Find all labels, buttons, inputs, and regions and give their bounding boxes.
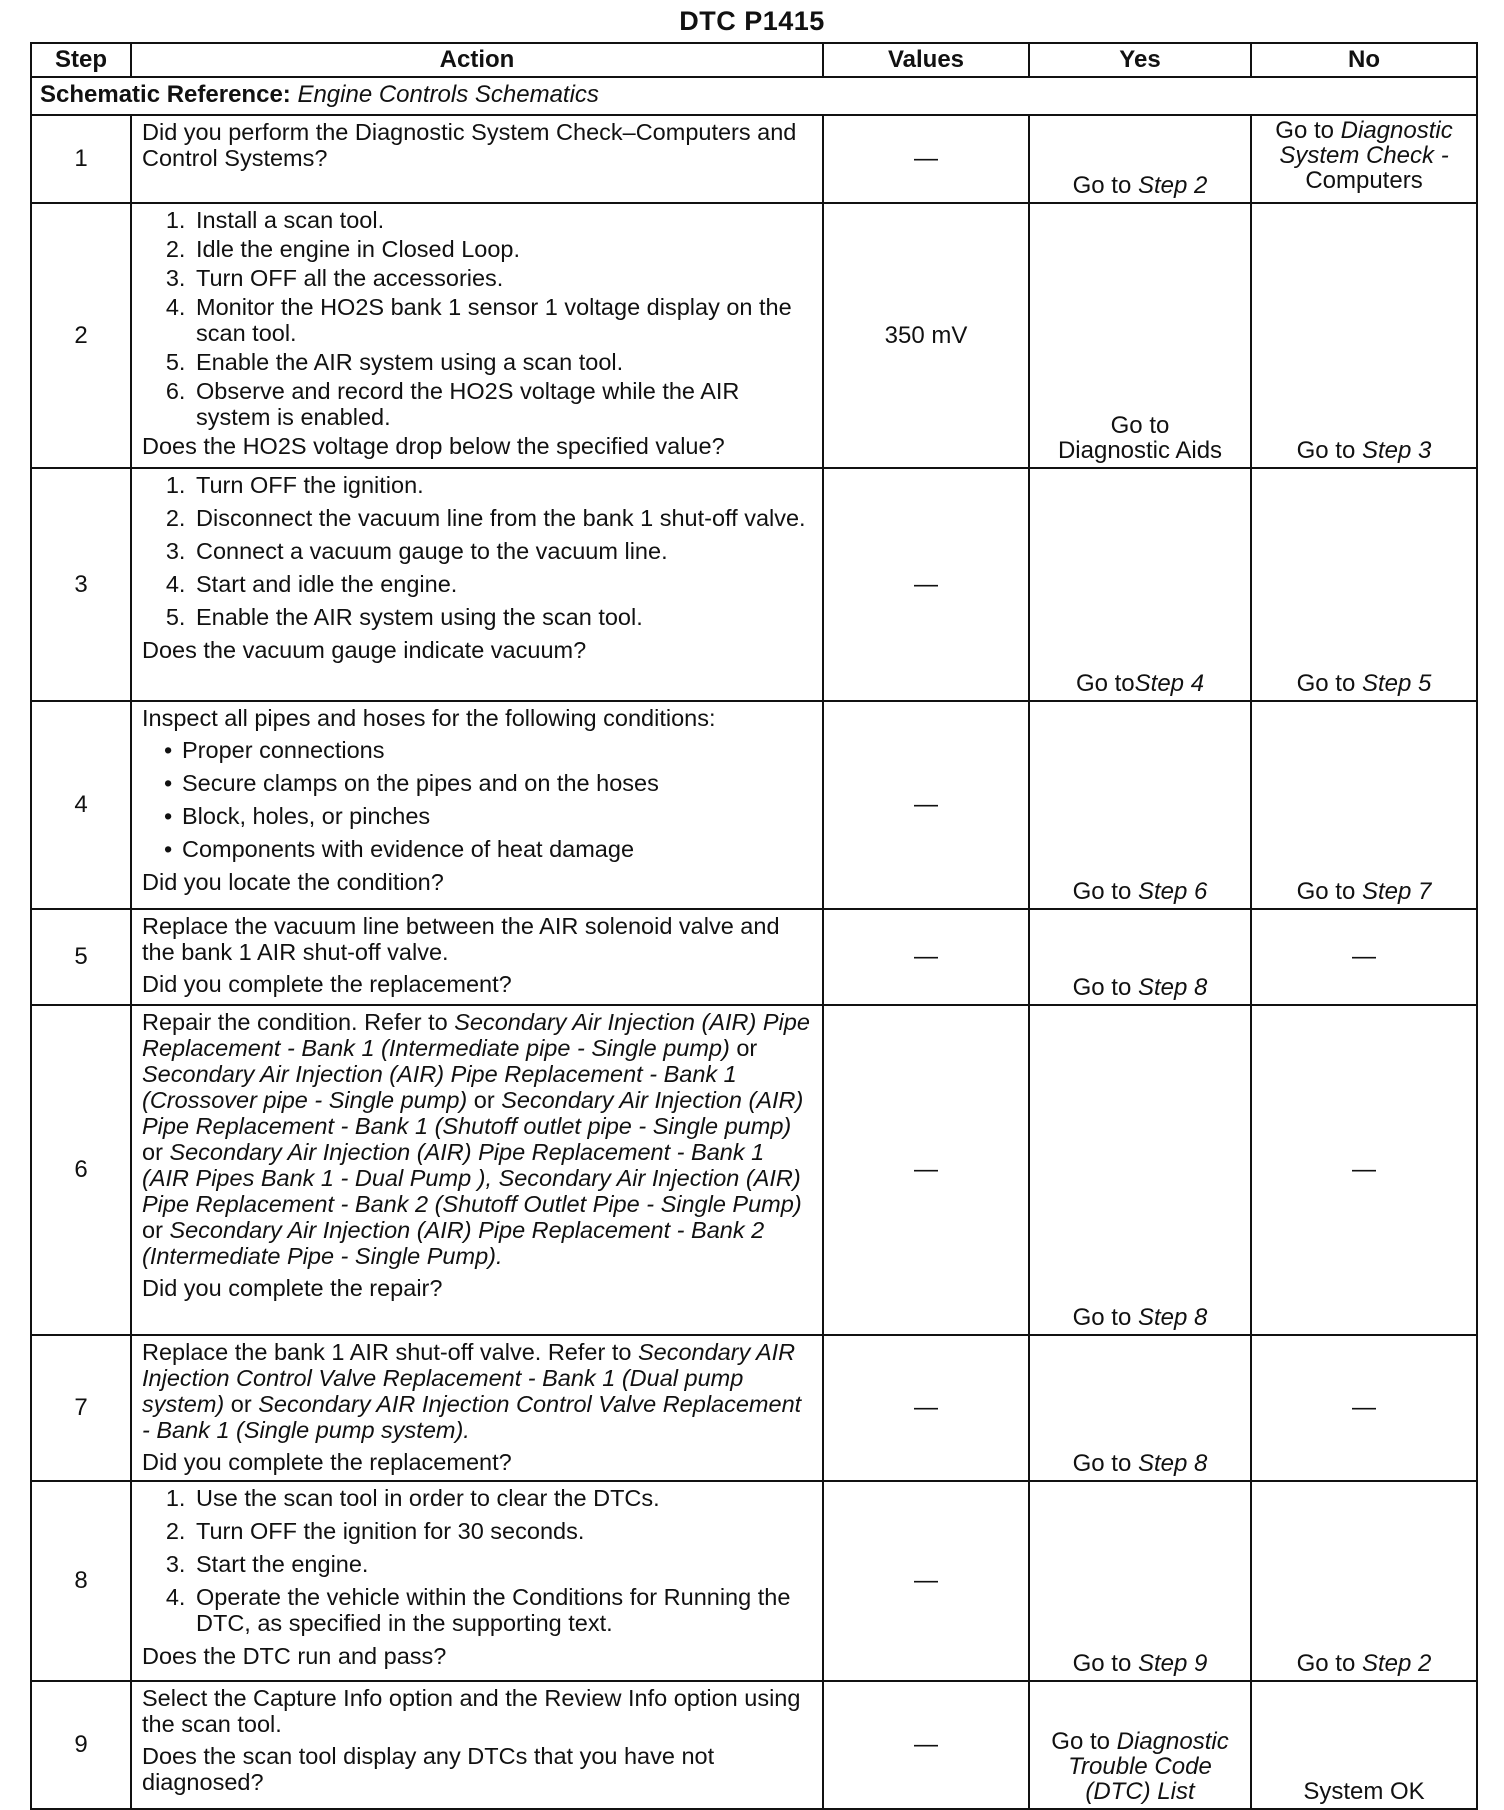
- action-text: Replace the vacuum line between the AIR solenoid valve and the bank 1 AIR shut-off valve.: [142, 913, 780, 965]
- condition-item: • Components with evidence of heat damage: [182, 836, 812, 862]
- yes-cell: [1029, 1335, 1251, 1481]
- table-row: [31, 1681, 1477, 1809]
- yes-cell: [1029, 203, 1251, 468]
- action-cell: [131, 701, 823, 909]
- value-cell: —: [823, 1681, 1029, 1809]
- step-number: 7: [31, 1335, 131, 1481]
- action-cell: [131, 909, 823, 1005]
- action-question: Did you complete the repair?: [142, 1275, 443, 1301]
- no-cell: [1251, 203, 1477, 468]
- schematic-row: [31, 77, 1477, 115]
- no-cell: —: [1251, 909, 1477, 1005]
- step-number: 5: [31, 909, 131, 1005]
- yes-prefix: Go to: [1072, 1304, 1138, 1331]
- action-step: 1. Use the scan tool in order to clear the DTCs.: [192, 1485, 812, 1511]
- condition-item: • Block, holes, or pinches: [182, 803, 812, 829]
- action-question: Does the vacuum gauge indicate vacuum?: [142, 637, 587, 663]
- header-step: Step: [31, 43, 131, 77]
- action-step: 2. Disconnect the vacuum line from the bank 1 shut-off valve.: [192, 505, 812, 531]
- yes-link[interactable]: Step 8: [1137, 1450, 1208, 1477]
- action-step: 5. Enable the AIR system using the scan tool.: [192, 604, 812, 630]
- yes-line1: Go to: [1110, 412, 1170, 439]
- table-row: [31, 1481, 1477, 1681]
- yes-prefix: Go to: [1051, 1728, 1117, 1755]
- yes-link[interactable]: Step 2: [1137, 172, 1208, 199]
- action-text-part: or: [142, 1217, 170, 1243]
- reference-link[interactable]: Secondary AIR Injection Control Valve Replacement - Bank 1 (Single pump system).: [142, 1391, 802, 1443]
- table-row: [31, 701, 1477, 909]
- yes-prefix: Go to: [1075, 670, 1135, 697]
- value-cell: —: [823, 909, 1029, 1005]
- action-step: 3. Turn OFF all the accessories.: [192, 265, 812, 291]
- yes-cell: [1029, 115, 1251, 203]
- action-question: Did you complete the replacement?: [142, 1449, 512, 1475]
- no-link[interactable]: Step 2: [1361, 1650, 1432, 1677]
- header-yes: Yes: [1029, 43, 1251, 77]
- step-number: 1: [31, 115, 131, 203]
- table-row: [31, 203, 1477, 468]
- page-title: DTC P1415: [679, 6, 825, 36]
- value-cell: —: [823, 115, 1029, 203]
- step-number: 8: [31, 1481, 131, 1681]
- action-cell: [131, 1005, 823, 1335]
- action-step: 4. Monitor the HO2S bank 1 sensor 1 voltage display on the scan tool.: [192, 294, 812, 346]
- value-cell: 350 mV: [823, 203, 1029, 468]
- no-link[interactable]: Step 7: [1361, 878, 1432, 905]
- reference-link[interactable]: Secondary Air Injection (AIR) Pipe Replacement - Bank 1 (AIR Pipes Bank 1 - Dual Pump ),: [142, 1139, 765, 1191]
- no-cell: —: [1251, 1005, 1477, 1335]
- yes-prefix: Go to: [1072, 974, 1138, 1001]
- yes-cell: [1029, 1005, 1251, 1335]
- header-no: No: [1251, 43, 1477, 77]
- action-cell: [131, 203, 823, 468]
- action-step: 1. Turn OFF the ignition.: [192, 472, 812, 498]
- yes-cell: [1029, 1681, 1251, 1809]
- yes-prefix: Go to: [1072, 1650, 1138, 1677]
- action-question: Did you locate the condition?: [142, 869, 444, 895]
- value-cell: —: [823, 1335, 1029, 1481]
- action-text: [142, 1009, 812, 1269]
- action-cell: [131, 1481, 823, 1681]
- header-action: Action: [131, 43, 823, 77]
- header-values: Values: [823, 43, 1029, 77]
- action-step: 1. Install a scan tool.: [192, 207, 812, 233]
- diagnostic-table: [30, 42, 1478, 1810]
- action-cell: [131, 115, 823, 203]
- no-link[interactable]: Step 5: [1361, 670, 1432, 697]
- action-step: 2. Turn OFF the ignition for 30 seconds.: [192, 1518, 812, 1544]
- action-text-part: Repair the condition. Refer to: [142, 1009, 455, 1035]
- action-text-part: or: [467, 1087, 502, 1113]
- value-cell: —: [823, 1005, 1029, 1335]
- condition-item: • Secure clamps on the pipes and on the hoses: [182, 770, 812, 796]
- header-row: [31, 43, 1477, 77]
- no-cell: [1251, 468, 1477, 701]
- action-question: Did you complete the replacement?: [142, 971, 512, 997]
- no-prefix: Go to: [1296, 437, 1362, 464]
- action-text-part: or: [729, 1035, 758, 1061]
- no-link[interactable]: Step 3: [1361, 437, 1432, 464]
- reference-link[interactable]: Secondary AIR Injection Control Valve Replacement - Bank 1 (Dual pump system): [142, 1339, 796, 1417]
- step-number: 6: [31, 1005, 131, 1335]
- no-suffix: Computers: [1305, 167, 1423, 194]
- action-cell: [131, 468, 823, 701]
- no-cell: [1251, 701, 1477, 909]
- step-number: 2: [31, 203, 131, 468]
- no-cell: —: [1251, 1335, 1477, 1481]
- condition-list: [142, 737, 812, 862]
- action-step: 2. Idle the engine in Closed Loop.: [192, 236, 812, 262]
- action-text: Did you perform the Diagnostic System Check–Computers and Control Systems?: [142, 119, 797, 171]
- table-row: [31, 1335, 1477, 1481]
- action-text-part: Replace the bank 1 AIR shut-off valve. Refer to: [142, 1339, 638, 1365]
- no-cell: [1251, 1481, 1477, 1681]
- value-cell: —: [823, 468, 1029, 701]
- step-number: 9: [31, 1681, 131, 1809]
- action-question: Does the DTC run and pass?: [142, 1643, 447, 1669]
- yes-cell: [1029, 701, 1251, 909]
- yes-link[interactable]: Step 4: [1134, 670, 1205, 697]
- no-prefix: Go to: [1296, 670, 1362, 697]
- action-question: Does the scan tool display any DTCs that you have not diagnosed?: [142, 1743, 715, 1795]
- schematic-label: Schematic Reference:: [40, 81, 291, 108]
- action-text-part: or: [142, 1139, 170, 1165]
- reference-link[interactable]: Secondary Air Injection (AIR) Pipe Replacement - Bank 2 (Shutoff Outlet Pipe - Single Pump): [142, 1165, 802, 1217]
- yes-prefix: Go to: [1072, 172, 1138, 199]
- no-prefix: Go to: [1296, 878, 1362, 905]
- action-text: [142, 1339, 812, 1443]
- reference-link[interactable]: Secondary Air Injection (AIR) Pipe Replacement - Bank 1 (Crossover pipe - Single pump): [142, 1061, 737, 1113]
- yes-link[interactable]: Step 8: [1137, 1304, 1208, 1331]
- reference-link[interactable]: Secondary Air Injection (AIR) Pipe Replacement - Bank 1 (Intermediate pipe - Single pump): [142, 1009, 810, 1061]
- action-step: 5. Enable the AIR system using a scan tool.: [192, 349, 812, 375]
- schematic-reference: [31, 77, 1477, 115]
- yes-link[interactable]: Diagnostic Trouble Code (DTC) List: [1068, 1728, 1229, 1805]
- action-question: Does the HO2S voltage drop below the specified value?: [142, 433, 725, 459]
- action-text: Inspect all pipes and hoses for the following conditions:: [142, 705, 716, 731]
- yes-cell: [1029, 468, 1251, 701]
- table-row: [31, 1005, 1477, 1335]
- step-number: 4: [31, 701, 131, 909]
- action-cell: [131, 1335, 823, 1481]
- reference-link[interactable]: Secondary Air Injection (AIR) Pipe Replacement - Bank 2 (Intermediate Pipe - Single Pump).: [142, 1217, 765, 1269]
- yes-link[interactable]: Diagnostic Aids: [1057, 437, 1223, 464]
- action-text-part: or: [224, 1391, 259, 1417]
- action-text: Select the Capture Info option and the Review Info option using the scan tool.: [142, 1685, 801, 1737]
- table-row: [31, 115, 1477, 203]
- yes-prefix: Go to: [1072, 1450, 1138, 1477]
- action-step: 6. Observe and record the HO2S voltage while the AIR system is enabled.: [192, 378, 812, 430]
- schematic-link[interactable]: Engine Controls Schematics: [297, 81, 599, 108]
- action-step: 4. Start and idle the engine.: [192, 571, 812, 597]
- action-steps: [142, 472, 812, 630]
- action-step: 4. Operate the vehicle within the Conditions for Running the DTC, as specified in the supporting text.: [192, 1584, 812, 1636]
- value-cell: —: [823, 701, 1029, 909]
- table-row: [31, 909, 1477, 1005]
- no-prefix: Go to: [1296, 1650, 1362, 1677]
- yes-cell: [1029, 1481, 1251, 1681]
- action-steps: [142, 207, 812, 430]
- action-step: 3. Start the engine.: [192, 1551, 812, 1577]
- action-steps: [142, 1485, 812, 1636]
- no-cell: System OK: [1251, 1681, 1477, 1809]
- table-row: [31, 468, 1477, 701]
- value-cell: —: [823, 1481, 1029, 1681]
- no-link[interactable]: Diagnostic System Check -: [1279, 117, 1453, 169]
- yes-prefix: Go to: [1072, 878, 1138, 905]
- yes-cell: [1029, 909, 1251, 1005]
- condition-item: • Proper connections: [182, 737, 812, 763]
- no-prefix: Go to: [1275, 117, 1341, 144]
- yes-link[interactable]: Step 8: [1137, 974, 1208, 1001]
- action-step: 3. Connect a vacuum gauge to the vacuum line.: [192, 538, 812, 564]
- yes-link[interactable]: Step 6: [1137, 878, 1208, 905]
- no-cell: [1251, 115, 1477, 203]
- reference-link[interactable]: Secondary Air Injection (AIR) Pipe Replacement - Bank 1 (Shutoff outlet pipe - Single pump): [142, 1087, 804, 1139]
- action-cell: [131, 1681, 823, 1809]
- yes-link[interactable]: Step 9: [1137, 1650, 1208, 1677]
- step-number: 3: [31, 468, 131, 701]
